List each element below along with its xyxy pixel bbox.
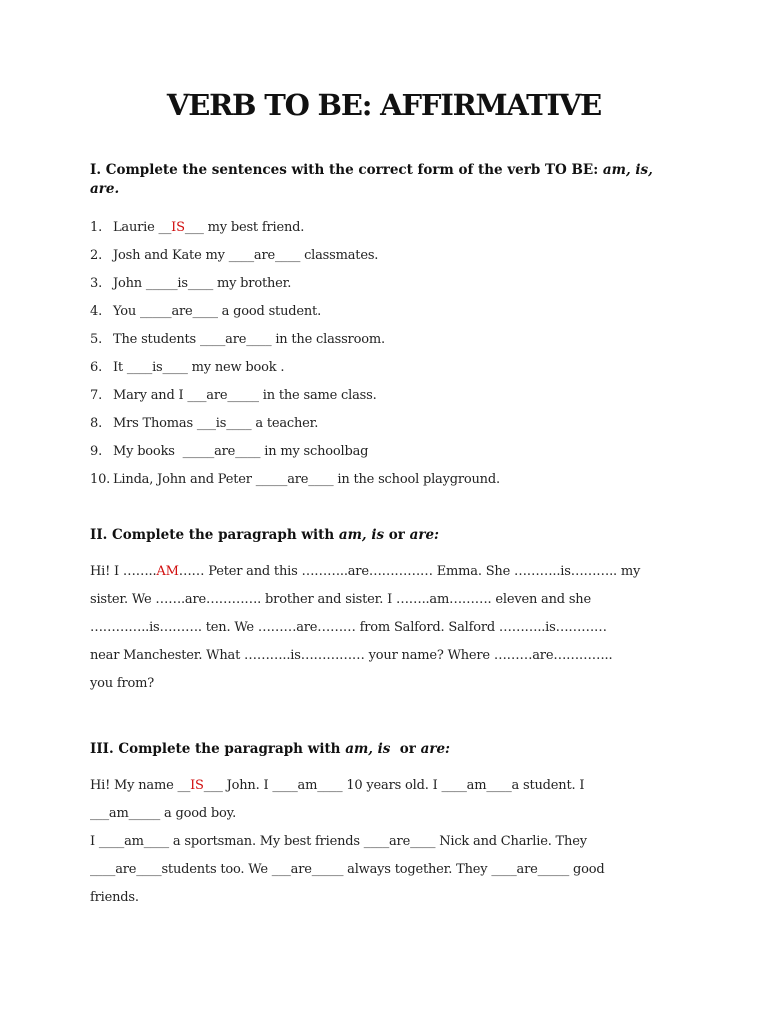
item-text: Mrs Thomas ___is____ a teacher.	[113, 416, 319, 431]
list-item	[90, 298, 500, 326]
list-item	[90, 438, 500, 466]
item-number: 1.	[90, 220, 103, 235]
item-number: 2.	[90, 248, 103, 263]
section1-heading-options-line2: are.	[90, 181, 120, 197]
list-item	[90, 410, 500, 438]
list-item	[90, 326, 500, 354]
section1-heading	[90, 161, 690, 199]
section1-heading-options: am, is,	[602, 162, 653, 178]
section3-heading	[90, 740, 690, 759]
paragraph-line	[90, 772, 680, 800]
item-text: Linda, John and Peter _____are____ in the school playground.	[113, 472, 500, 487]
paragraph-line: you from?	[90, 676, 155, 691]
list-item	[90, 466, 500, 494]
item-number: 9.	[90, 444, 103, 459]
section2-heading-text: II. Complete the paragraph with	[90, 527, 339, 543]
item-number: 6.	[90, 360, 103, 375]
item-number: 5.	[90, 332, 103, 347]
section3-heading-are: are:	[420, 741, 451, 757]
paragraph-text: ___ John. I ____am____ 10 years old. I ____am____a student. I	[203, 778, 585, 793]
paragraph-line: ___am_____ a good boy.	[90, 806, 237, 821]
item-text: Laurie __	[113, 220, 172, 235]
worksheet-title: VERB TO BE: AFFIRMATIVE	[166, 88, 602, 122]
item-text: It ____is____ my new book .	[113, 360, 285, 375]
section2-heading-or: or	[384, 527, 410, 543]
section3-heading-or: or	[390, 741, 421, 757]
paragraph-line: …………..is………. ten. We ………are……… from Salford. Salford ………..is…………	[90, 620, 607, 635]
paragraph-answer: IS	[190, 778, 204, 793]
list-item	[90, 382, 500, 410]
item-number: 8.	[90, 416, 103, 431]
section1-heading-text: I. Complete the sentences with the correct form of the verb TO BE:	[90, 162, 603, 178]
paragraph-line: I ____am____ a sportsman. My best friends ____are____ Nick and Charlie. They	[90, 834, 587, 849]
section3-paragraph	[90, 772, 680, 912]
list-item	[90, 242, 500, 270]
paragraph-text: Hi! I ……..	[90, 564, 157, 579]
paragraph-text: Hi! My name __	[90, 778, 191, 793]
item-answer: IS	[171, 220, 185, 235]
paragraph-line: sister. We …….are…………. brother and sister. I ……..am………. eleven and she	[90, 592, 591, 607]
item-text: ___ my best friend.	[184, 220, 305, 235]
section3-heading-text: III. Complete the paragraph with	[90, 741, 346, 757]
paragraph-answer: AM	[156, 564, 179, 579]
list-item	[90, 214, 500, 242]
item-text: You _____are____ a good student.	[113, 304, 321, 319]
section3-heading-am-is: am, is	[345, 741, 391, 757]
list-item	[90, 270, 500, 298]
list-item	[90, 354, 500, 382]
paragraph-line: near Manchester. What ………..is…………… your name? Where ………are…………..	[90, 648, 613, 663]
section2-heading-are: are:	[409, 527, 440, 543]
item-number: 3.	[90, 276, 103, 291]
section2-paragraph	[90, 558, 680, 698]
item-text: The students ____are____ in the classroom.	[113, 332, 385, 347]
item-text: Mary and I ___are_____ in the same class.	[113, 388, 377, 403]
section2-heading-am-is: am, is	[338, 527, 385, 543]
item-number: 10.	[90, 472, 111, 487]
paragraph-line	[90, 558, 680, 586]
item-number: 4.	[90, 304, 103, 319]
item-text: John _____is____ my brother.	[113, 276, 292, 291]
section2-heading	[90, 526, 690, 545]
item-number: 7.	[90, 388, 103, 403]
paragraph-text: …… Peter and this ………..are…………… Emma. She ………..is……….. my	[178, 564, 641, 579]
section1-sentence-list	[90, 214, 500, 494]
paragraph-line: ____are____students too. We ___are_____ always together. They ____are_____ good	[90, 862, 605, 877]
item-text: Josh and Kate my ____are____ classmates.	[113, 248, 379, 263]
paragraph-line: friends.	[90, 890, 139, 905]
item-text: My books _____are____ in my schoolbag	[113, 444, 369, 459]
